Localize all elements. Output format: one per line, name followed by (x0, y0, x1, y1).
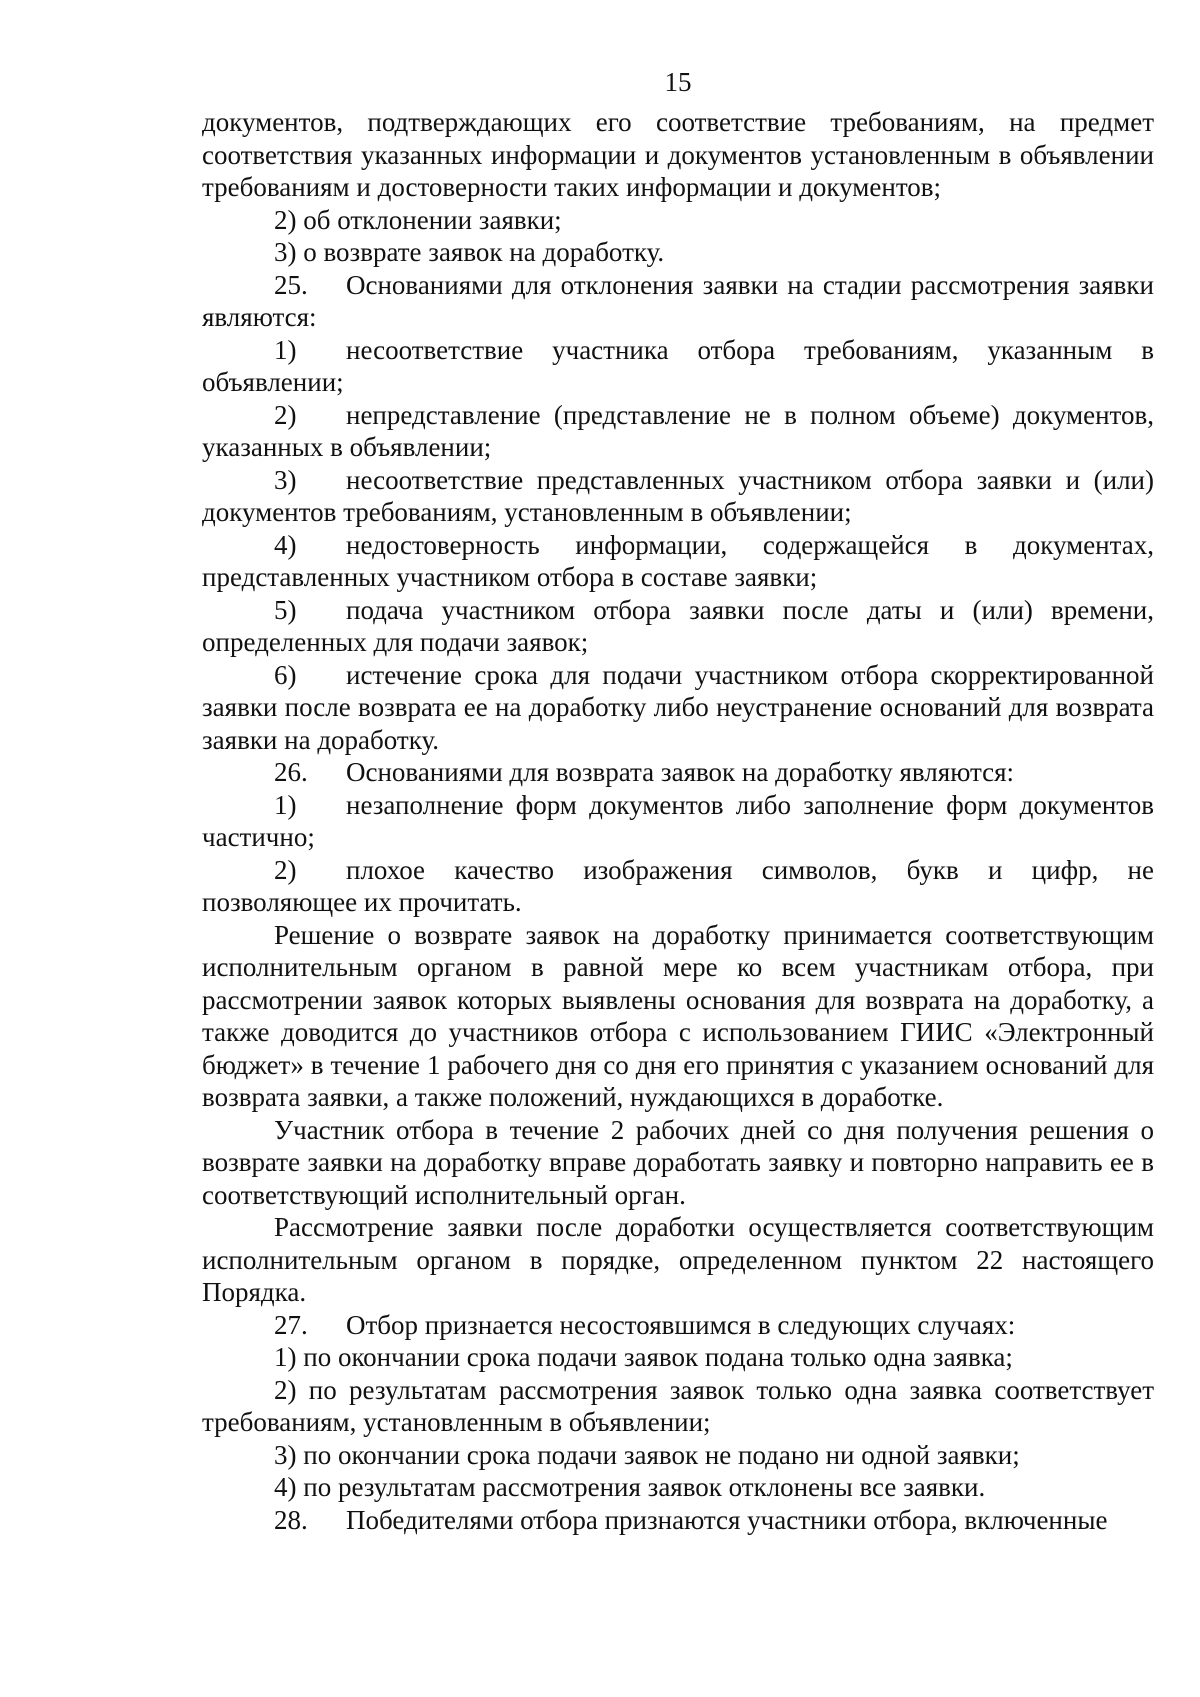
paragraph-text: Победителями отбора признаются участники отбора, включенные (346, 1504, 1108, 1535)
paragraph (202, 334, 1154, 399)
paragraph-text: 1) по окончании срока подачи заявок подана только одна заявка; (274, 1342, 1013, 1372)
page-number: 15 (664, 67, 692, 97)
item-number: 2) (274, 854, 297, 885)
item-number: 2) (274, 399, 297, 430)
item-number: 27. (274, 1309, 308, 1340)
paragraph-text: подача участником отбора заявки после даты и (или) времени, определенных для подачи заявок; (202, 594, 1154, 657)
paragraph-text: истечение срока для подачи участником отбора скорректированной заявки после возврата ее на доработку либо неустранение оснований для возврата заявки на доработку. (202, 659, 1154, 755)
paragraph-text: несоответствие представленных участником отбора заявки и (или) документов требованиям, установленным в объявлении; (202, 464, 1154, 527)
paragraph (202, 659, 1154, 757)
paragraph-text: недостоверность информации, содержащейся в документах, представленных участником отбора в составе заявки; (202, 529, 1154, 592)
paragraph-text: Решение о возврате заявок на доработку принимается соответствующим исполнительным органом в равной мере ко всем участникам отбора, при рассмотрении заявок которых выявлены основания для возврата на доработку, а также доводится до участников отбора с использованием ГИИС «Электронный бюджет» в течение 1 рабочего дня со дня его принятия с указанием оснований для возврата заявки, а также положений, нуждающихся в доработке. (202, 919, 1154, 1112)
paragraph-text: 4) по результатам рассмотрения заявок отклонены все заявки. (274, 1472, 986, 1502)
paragraph (202, 1309, 1154, 1342)
paragraph (202, 1471, 1154, 1504)
paragraph-text: несоответствие участника отбора требованиям, указанным в объявлении; (202, 334, 1154, 397)
paragraph-text: 3) по окончании срока подачи заявок не подано ни одной заявки; (274, 1439, 1020, 1470)
paragraph (202, 529, 1154, 594)
paragraph (202, 204, 1154, 237)
item-number: 1) (274, 789, 297, 820)
paragraph (202, 399, 1154, 464)
paragraph (202, 789, 1154, 854)
paragraph-text: Отбор признается несостоявшимся в следующих случаях: (346, 1309, 1016, 1340)
item-number: 26. (274, 757, 308, 787)
paragraph (202, 1114, 1154, 1212)
paragraph-text: Основаниями для возврата заявок на доработку являются: (346, 757, 1015, 787)
item-number: 28. (274, 1504, 308, 1535)
paragraph (202, 1341, 1154, 1374)
paragraph-text: Основаниями для отклонения заявки на стадии рассмотрения заявки являются: (202, 269, 1154, 332)
paragraph-text: Рассмотрение заявки после доработки осуществляется соответствующим исполнительным органом в порядке, определенном пунктом 22 настоящего Порядка. (202, 1212, 1154, 1307)
paragraph (202, 854, 1154, 919)
paragraph-text: 2) по результатам рассмотрения заявок только одна заявка соответствует требованиям, установленным в объявлении; (202, 1374, 1154, 1437)
paragraph (202, 106, 1154, 204)
paragraph-text: непредставление (представление не в полном объеме) документов, указанных в объявлении; (202, 399, 1154, 462)
paragraph-text: 2) об отклонении заявки; (274, 204, 562, 235)
paragraph (202, 1504, 1154, 1537)
item-number: 1) (274, 334, 297, 365)
paragraph-text: плохое качество изображения символов, букв и цифр, не позволяющее их прочитать. (202, 854, 1154, 917)
paragraph-text: Участник отбора в течение 2 рабочих дней со дня получения решения о возврате заявки на доработку вправе доработать заявку и повторно направить ее в соответствующий исполнительный орган. (202, 1114, 1154, 1210)
paragraph (202, 236, 1154, 269)
paragraph-text: 3) о возврате заявок на доработку. (274, 237, 665, 267)
paragraph (202, 1374, 1154, 1439)
paragraph-text: незаполнение форм документов либо заполнение форм документов частично; (202, 789, 1154, 852)
item-number: 3) (274, 464, 297, 495)
paragraph (202, 269, 1154, 334)
paragraph (202, 1439, 1154, 1472)
paragraph (202, 1211, 1154, 1309)
paragraph (202, 756, 1154, 789)
item-number: 6) (274, 659, 297, 690)
paragraph (202, 919, 1154, 1114)
item-number: 5) (274, 594, 297, 625)
item-number: 4) (274, 529, 297, 560)
item-number: 25. (274, 269, 308, 300)
document-body (202, 106, 1154, 1536)
paragraph-text: документов, подтверждающих его соответствие требованиям, на предмет соответствия указанных информации и документов установленным в объявлении требованиям и достоверности таких информации и документов; (202, 107, 1154, 202)
paragraph (202, 594, 1154, 659)
paragraph (202, 464, 1154, 529)
